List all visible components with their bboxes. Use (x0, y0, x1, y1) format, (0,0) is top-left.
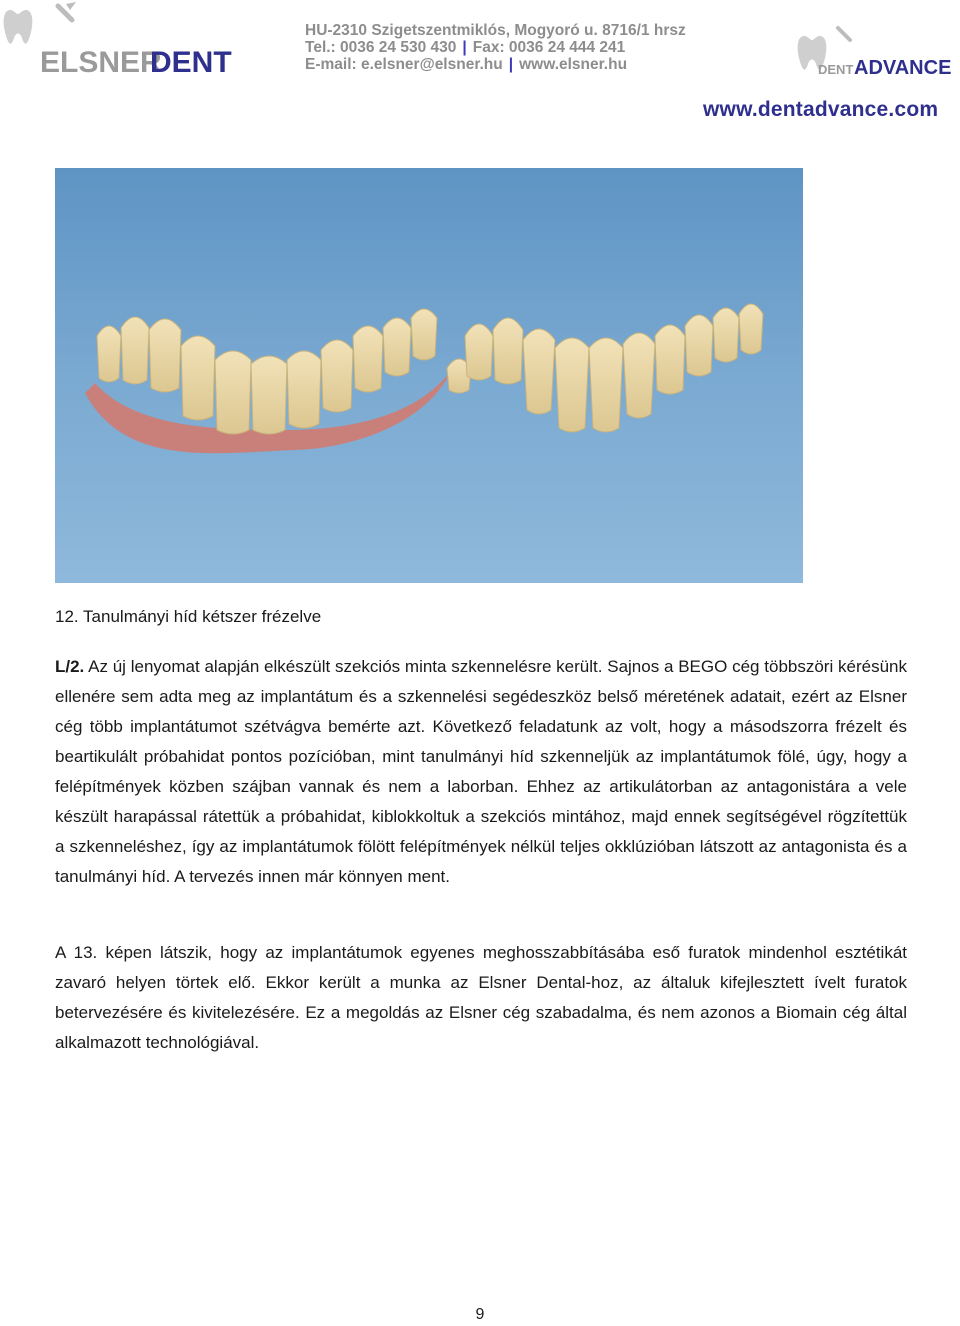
paragraph-1-text: Az új lenyomat alapján elkészült szekciós minta szkennelésre került. Sajnos a BEGO cég többszöri kérésünk ellenére sem adta meg az implantátum és a szkennelési segédeszköz belső méretének adatait, ezért az Elsner cég több implantátumot szétvágva bemérte azt. Következő feladatunk az volt, hogy a másodszorra frézelt és beartikulált próbahidat pontos pozícióban, mint tanulmányi híd szkenneljük az implantátumok fölé, úgy, hogy a felépítmények közben szájban vannak és nem a laborban. Ehhez az artikulátorban az antagonistára a vele készült harapással rátettük a próbahidat, kiblokkoltuk a szekciós mintához, majd ennek segítségével rögzítettük a szkenneléshez, így az implantátumok fölött felépítmények nélkül teljes okklúzióban látszott az antagonista és a tanulmányi híd. A tervezés innen már könnyen ment. (55, 657, 907, 886)
contact-block: HU-2310 Szigetszentmiklós, Mogyoró u. 8716/1 hrsz Tel.: 0036 24 530 430 | Fax: 0036 24 444 241 E-mail: e.elsner@elsner.hu | www.elsner.hu (305, 22, 686, 73)
logo-right-part2: ADVANCE (854, 57, 952, 79)
website-link[interactable]: www.elsner.hu (519, 56, 628, 73)
page-number: 9 (475, 1306, 485, 1323)
fax: Fax: 0036 24 444 241 (472, 39, 626, 56)
email[interactable]: E-mail: e.elsner@elsner.hu (305, 56, 503, 73)
dentadvance-website-link[interactable]: www.dentadvance.com (703, 98, 939, 121)
paragraph-1 (55, 652, 907, 892)
figure-caption: 12. Tanulmányi híd kétszer frézelve (55, 607, 322, 626)
elsnerdent-logo (0, 0, 250, 95)
tel: Tel.: 0036 24 530 430 (305, 39, 457, 56)
logo-left-part1: ELSNER (40, 46, 162, 79)
address: HU-2310 Szigetszentmiklós, Mogyoró u. 8716/1 hrsz (305, 22, 686, 39)
paragraph-1-label: L/2. (55, 657, 85, 676)
logo-right-part1: DENT (818, 62, 854, 77)
letterhead (0, 0, 960, 130)
paragraph-2: A 13. képen látszik, hogy az implantátumok egyenes meghosszabbításába eső furatok mindenhol esztétikát zavaró helyen törtek elő. Ekkor került a munka az Elsner Dental-hoz, az általuk kifejlesztett ívelt furatok betervezésére és kivitelezésére. Ez a megoldás az Elsner cég szabadalma, és nem azonos a Biomain cég által alkalmazott technológiával. (55, 943, 907, 1052)
dental-bridge-photo (55, 168, 803, 583)
dentadvance-logo (790, 22, 960, 92)
logo-left-part2: DENT (150, 46, 232, 79)
